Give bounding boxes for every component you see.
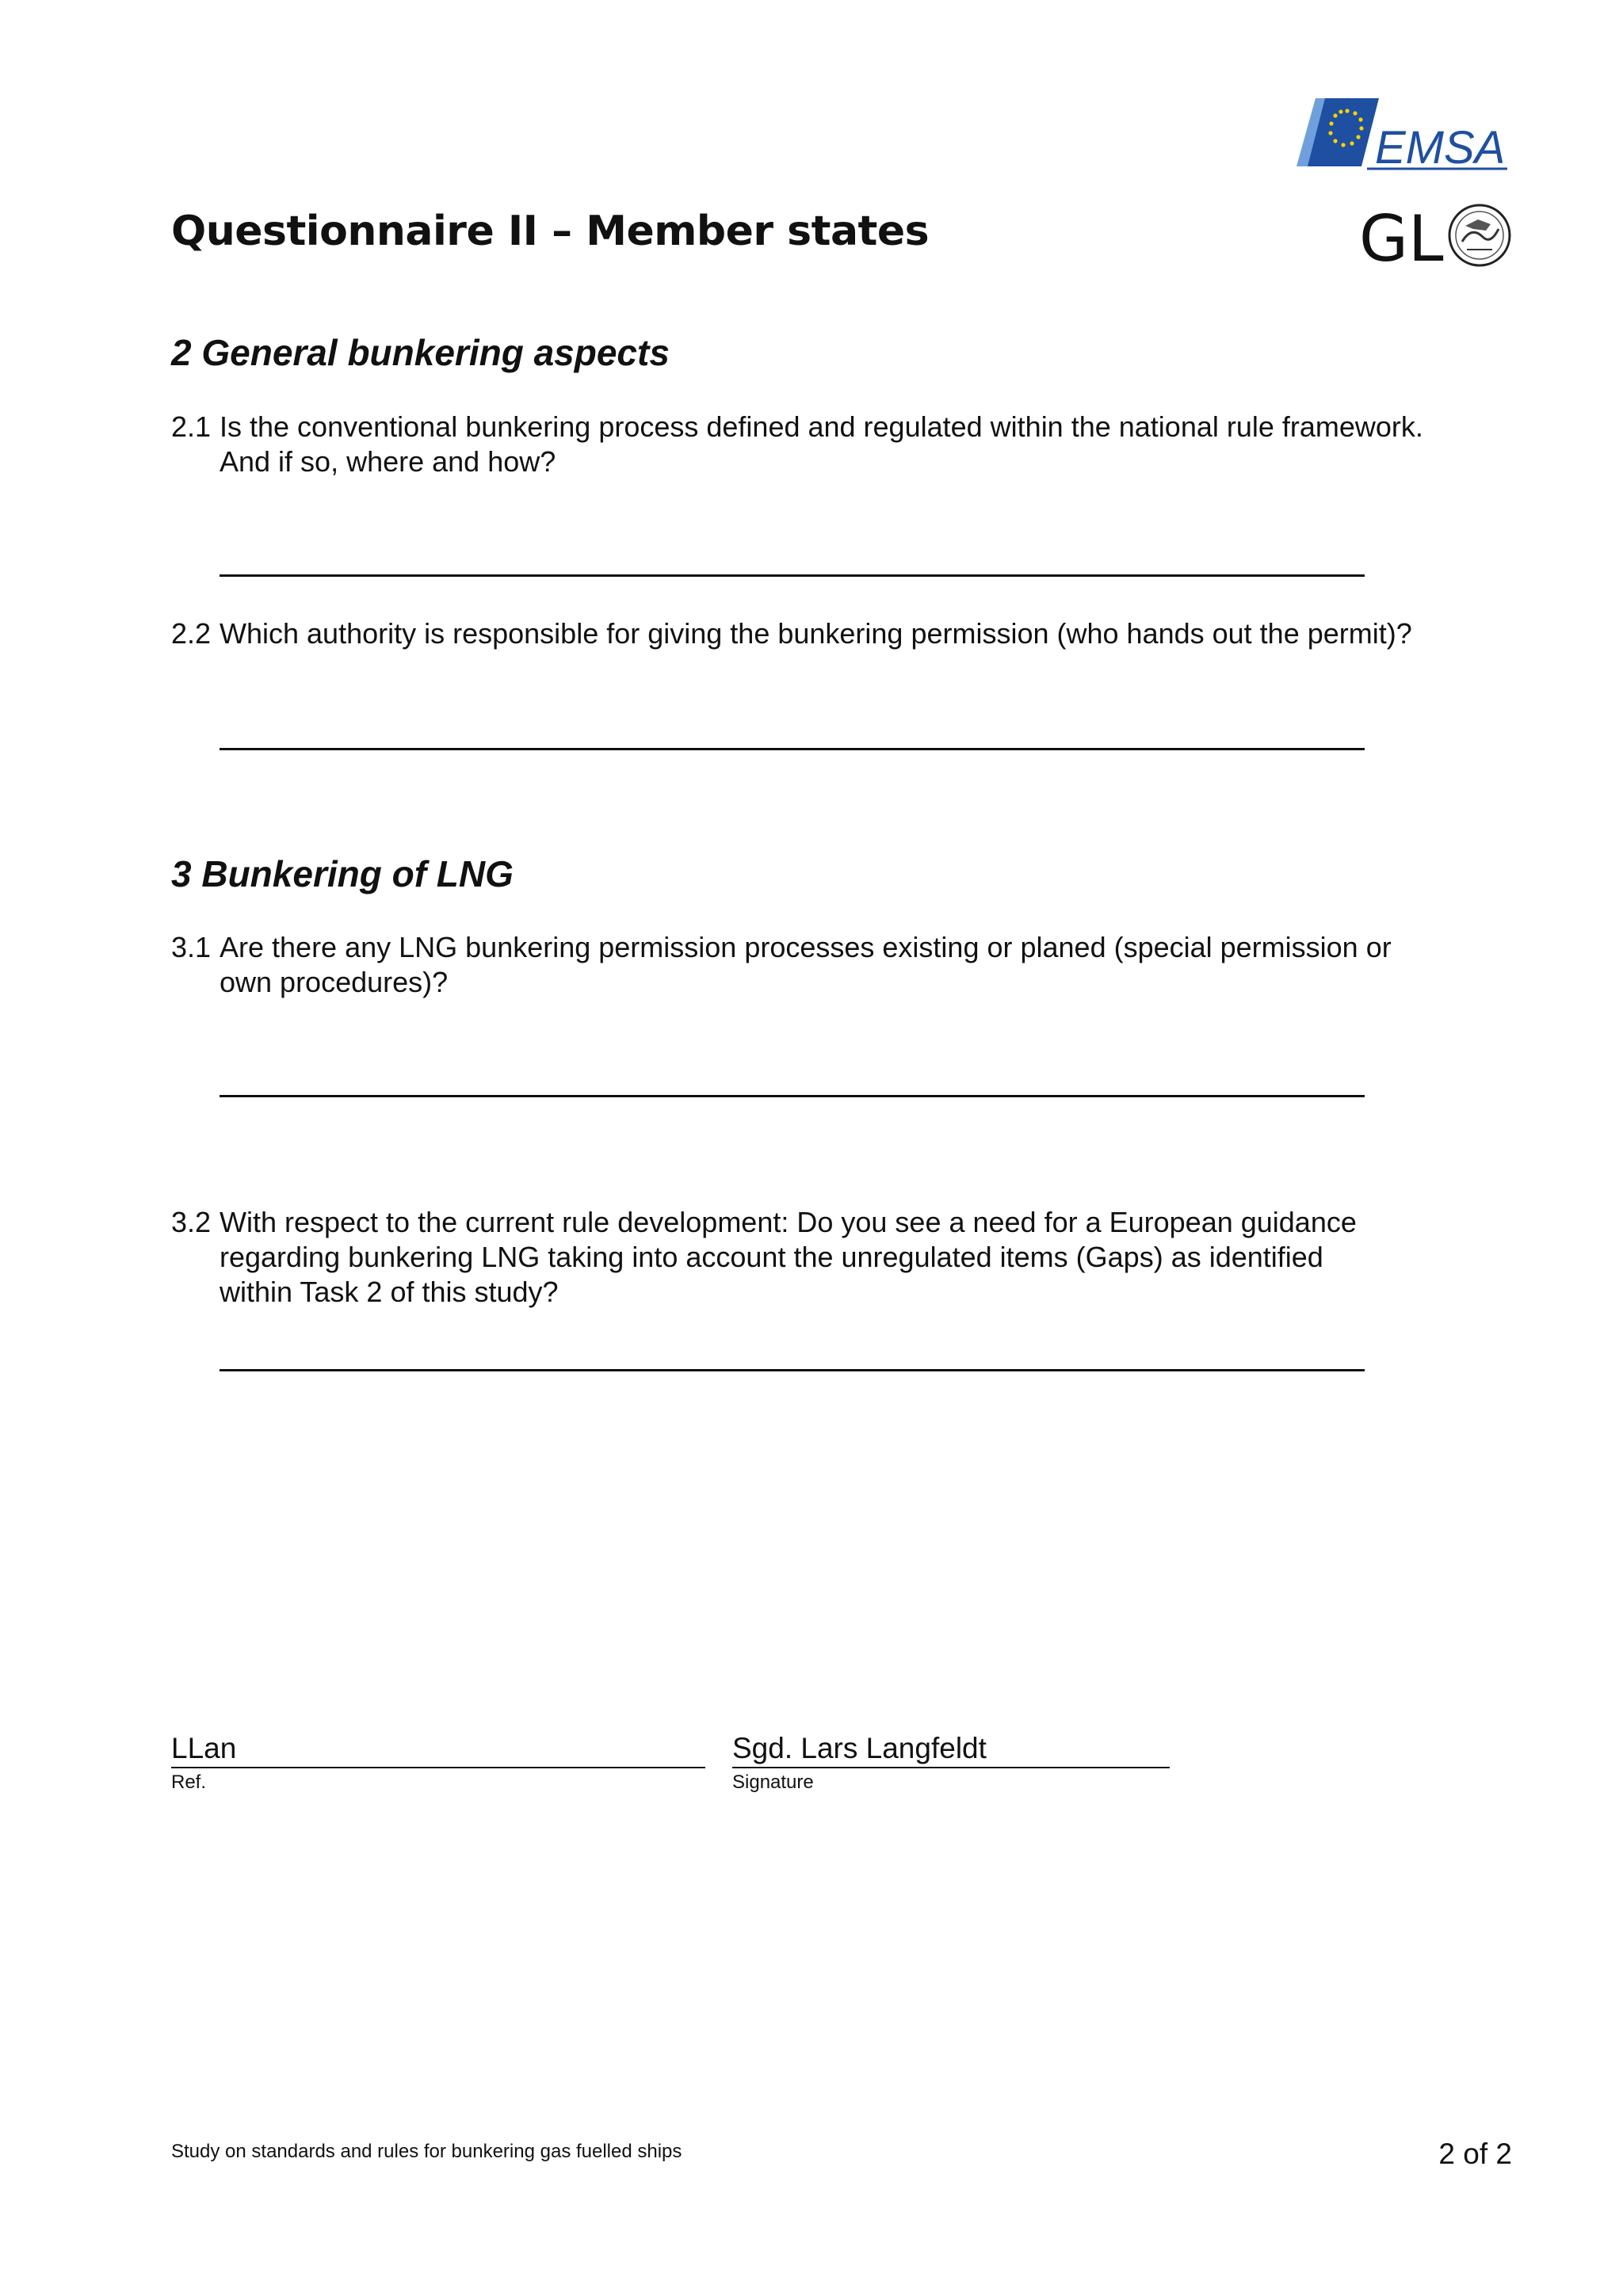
question-text-3-2: With respect to the current rule development: Do you see a need for a European guidance regarding bunkering LNG taking into account the unregulated items (Gaps) as identified within Task 2 of this study? (220, 1206, 1357, 1308)
question-text-2-2: Which authority is responsible for giving the bunkering permission (who hands out the permit)? (220, 617, 1412, 650)
signature-value: Sgd. Lars Langfeldt (732, 1732, 987, 1764)
question-text-2-1: Is the conventional bunkering process defined and regulated within the national rule framework. And if so, where and how? (220, 410, 1423, 478)
page-title: Questionnaire II – Member states (171, 208, 930, 255)
emsa-logo (1292, 95, 1514, 174)
ref-value: LLan (171, 1732, 237, 1764)
ref-label: Ref. (171, 1772, 207, 1793)
page-number: 2 of 2 (1438, 2138, 1512, 2170)
section-heading-bunkering-lng: 3 Bunkering of LNG (171, 853, 514, 894)
question-number-2-2: 2.2 (171, 617, 212, 650)
answer-line-3-1[interactable] (220, 1095, 1365, 1097)
footer-study-title: Study on standards and rules for bunkering gas fuelled ships (171, 2141, 682, 2162)
question-number-2-1: 2.1 (171, 410, 212, 443)
gl-logo (1359, 202, 1514, 269)
signature-line[interactable] (732, 1767, 1170, 1768)
question-number-3-1: 3.1 (171, 931, 212, 963)
section-heading-general-bunkering: 2 General bunkering aspects (171, 332, 670, 373)
answer-line-2-2[interactable] (220, 748, 1365, 750)
answer-line-3-2[interactable] (220, 1369, 1365, 1371)
gl-seal-icon (1449, 205, 1510, 265)
question-text-3-1: Are there any LNG bunkering permission processes existing or planed (special permission or own procedures)? (220, 931, 1392, 998)
question-number-3-2: 3.2 (171, 1206, 212, 1238)
answer-line-2-1[interactable] (220, 574, 1365, 577)
signature-label: Signature (732, 1772, 814, 1793)
emsa-logo-text: EMSA (1375, 122, 1506, 174)
gl-logo-text: GL (1359, 202, 1444, 269)
ref-line[interactable] (171, 1767, 705, 1768)
